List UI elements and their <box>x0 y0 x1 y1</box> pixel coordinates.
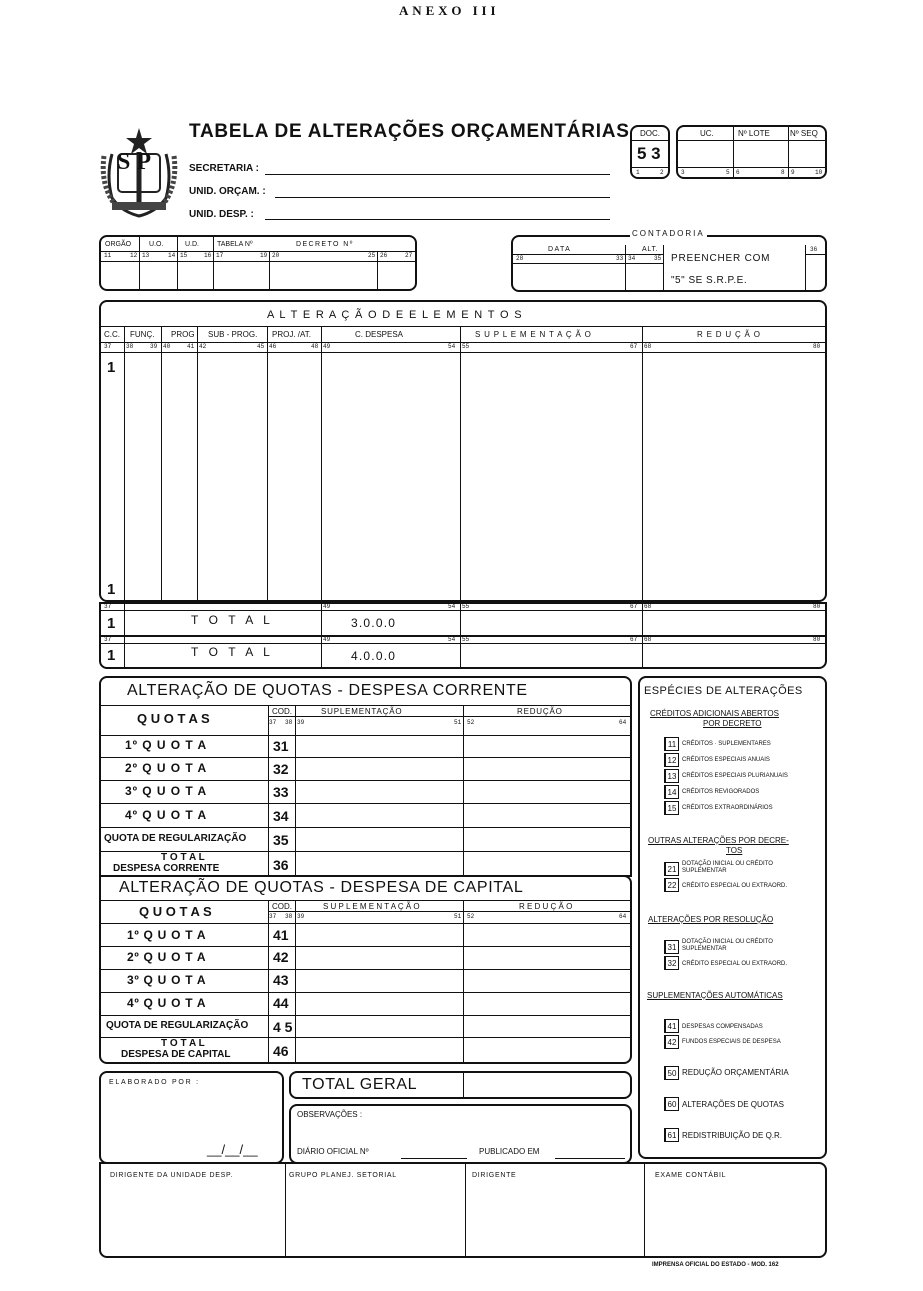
contadoria-box[interactable]: DATA ALT. 28 33 34 35 36 PREENCHER COM "5" SE S.R.P.E. <box>511 235 827 292</box>
annex-label: ANEXO III <box>399 3 500 18</box>
elementos-table[interactable]: A L T E R A Ç Ã O D E E L E M E N T O S C.C. FUNÇ. PROG SUB - PROG. PROJ. /AT. C. DESPESA S U P L E M E N T A Ç Ã O R E D U Ç Ã O 37 38 39 40 41 42 45 46 48 49 54 55 67 68 80 1 1 <box>99 300 827 602</box>
quotas-capital-table[interactable]: ALTERAÇÃO DE QUOTAS - DESPESA DE CAPITAL Q U O T A S COD. S U P L E M E N T A Ç Ã O R E D U Ç Ã O 37 38 39 51 52 64 1º Q U O T A 41 2º Q U O T A 42 3º Q U O T A 43 4º Q U O T A 44 QUOTA DE REGULARIZAÇÃO 4 5 T O T A L DESPESA DE CAPITAL 46 <box>99 875 632 1064</box>
doc-label: DOC. <box>640 129 660 138</box>
publicado-label: PUBLICADO EM <box>479 1147 540 1156</box>
code-box-22[interactable]: 22 <box>664 878 679 892</box>
code-box-60[interactable]: 60 <box>664 1097 679 1111</box>
publicado-date-field[interactable] <box>555 1158 625 1159</box>
code-box-14[interactable]: 14 <box>664 785 679 799</box>
code-box-42[interactable]: 42 <box>664 1035 679 1049</box>
elaborado-date[interactable]: __/__/__ <box>207 1142 258 1157</box>
quotas-corrente-title: ALTERAÇÃO DE QUOTAS - DESPESA CORRENTE <box>127 682 528 699</box>
observacoes-label: OBSERVAÇÕES : <box>297 1110 363 1119</box>
code-box-11[interactable]: 11 <box>664 737 679 751</box>
secretaria-label: SECRETARIA : <box>189 163 259 174</box>
total-geral-label: TOTAL GERAL <box>302 1076 418 1093</box>
sig-dirigente-unidade: DIRIGENTE DA UNIDADE DESP. <box>110 1172 234 1179</box>
uc-box[interactable]: UC. Nº LOTE Nº SEQ 3 5 6 8 9 10 <box>676 125 827 179</box>
sig-exame-contabil: EXAME CONTÁBIL <box>655 1172 727 1179</box>
unid-orcam-field[interactable] <box>275 197 610 198</box>
elementos-title: A L T E R A Ç Ã O D E E L E M E N T O S <box>267 309 523 321</box>
total-row-4000[interactable]: 37 49 54 55 67 68 80 1 T O T A L 4.0.0.0 <box>99 635 827 669</box>
doc-box: DOC. 5 3 1 2 <box>630 125 670 179</box>
code-box-41[interactable]: 41 <box>664 1019 679 1033</box>
footer-imprint: IMPRENSA OFICIAL DO ESTADO - MOD. 162 <box>652 1262 779 1268</box>
unid-desp-field[interactable] <box>265 219 610 220</box>
unid-orcam-label: UNID. ORÇAM. : <box>189 186 266 197</box>
uc-label: UC. <box>700 129 714 138</box>
code-box-15[interactable]: 15 <box>664 801 679 815</box>
code-box-13[interactable]: 13 <box>664 769 679 783</box>
lote-label: Nº LOTE <box>738 129 770 138</box>
code-box-61[interactable]: 61 <box>664 1128 679 1142</box>
unid-desp-label: UNID. DESP. : <box>189 209 254 220</box>
quotas-capital-title: ALTERAÇÃO DE QUOTAS - DESPESA DE CAPITAL <box>119 879 524 896</box>
code-box-12[interactable]: 12 <box>664 753 679 767</box>
especies-panel: ESPÉCIES DE ALTERAÇÕES CRÉDITOS ADICIONAIS ABERTOS POR DECRETO <box>638 676 827 1159</box>
especies-title: ESPÉCIES DE ALTERAÇÕES <box>644 685 803 697</box>
sig-grupo-planej: GRUPO PLANEJ. SETORIAL <box>289 1172 397 1179</box>
orgao-table[interactable]: ORGÃO U.O. U.D. TABELA Nº DECRETO Nº 11 12 13 14 15 16 17 19 20 25 26 27 <box>99 235 417 291</box>
form-title: TABELA DE ALTERAÇÕES ORÇAMENTÁRIAS <box>189 121 630 142</box>
doc-value: 5 3 <box>637 144 661 163</box>
elaborado-box[interactable] <box>99 1071 284 1164</box>
diario-number-field[interactable] <box>401 1158 467 1159</box>
contadoria-label: CONTADORIA <box>632 229 705 238</box>
elaborado-label: ELABORADO POR : <box>109 1079 200 1086</box>
seal-letters: SP <box>117 149 158 175</box>
diario-label: DIÁRIO OFICIAL Nº <box>297 1147 369 1156</box>
total-geral-box[interactable] <box>289 1071 632 1099</box>
signatures-box[interactable] <box>99 1162 827 1258</box>
code-box-21[interactable]: 21 <box>664 862 679 876</box>
code-box-31[interactable]: 31 <box>664 940 679 954</box>
seq-label: Nº SEQ <box>790 129 818 138</box>
sig-dirigente: DIRIGENTE <box>472 1172 517 1179</box>
code-box-32[interactable]: 32 <box>664 956 679 970</box>
observacoes-box[interactable] <box>289 1104 632 1164</box>
code-box-50[interactable]: 50 <box>664 1066 679 1080</box>
total-row-3000[interactable]: 37 49 54 55 67 68 80 1 T O T A L 3.0.0.0 <box>99 602 827 637</box>
secretaria-field[interactable] <box>265 174 610 175</box>
row-mark-top: 1 <box>107 359 116 376</box>
row-mark-bottom: 1 <box>107 581 116 598</box>
quotas-corrente-table[interactable]: ALTERAÇÃO DE QUOTAS - DESPESA CORRENTE Q U O T A S COD. SUPLEMENTAÇÃO REDUÇÃO 37 38 39 51 52 64 1º Q U O T A 31 2º Q U O T A 32 3º Q U O T A 33 4º Q U O T A 34 QUOTA DE REGULARIZAÇÃO 35 T O T A L DESPESA CORRENTE 36 <box>99 676 632 877</box>
